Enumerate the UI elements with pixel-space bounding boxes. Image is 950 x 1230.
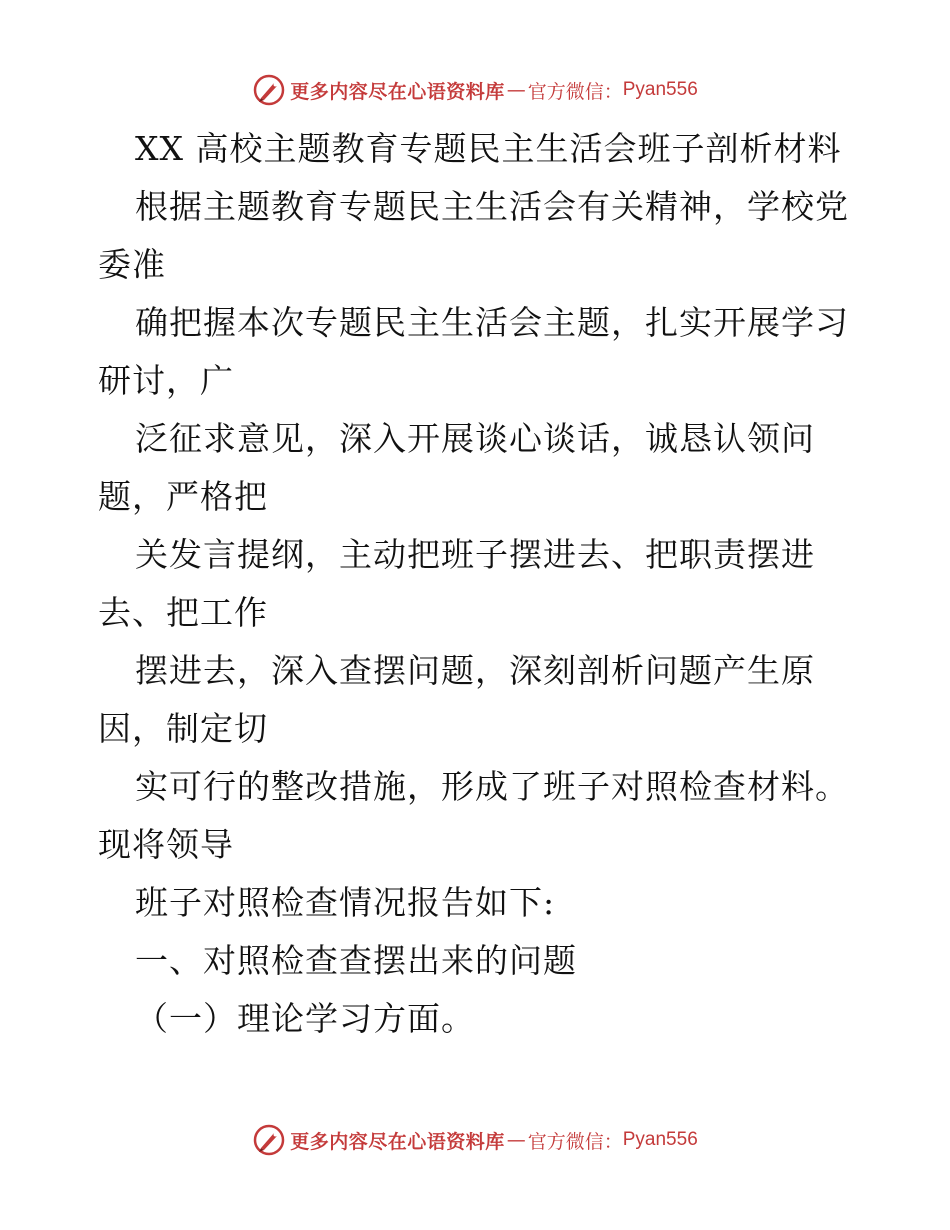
text-line: 委准 (98, 245, 166, 284)
banner-wechat-label: 官方微信： (527, 1130, 623, 1153)
pen-logo-icon (252, 73, 286, 107)
banner-dash: — (506, 1129, 526, 1151)
banner-wechat-id: Pyan556 (622, 79, 698, 100)
banner-brand-text: 更多内容尽在心语资料库 (290, 1130, 505, 1153)
text-line: 泛征求意见，深入开展谈心谈话，诚恳认领问 (135, 419, 815, 458)
pen-logo-icon (252, 1123, 286, 1157)
text-line: 确把握本次专题民主生活会主题，扎实开展学习 (135, 303, 849, 342)
document-body (98, 120, 858, 1048)
text-line: 去、把工作 (98, 593, 268, 632)
banner-wechat-id: Pyan556 (622, 1129, 698, 1150)
header-banner (0, 70, 950, 110)
footer-banner (0, 1120, 950, 1160)
text-line: 现将领导 (98, 825, 234, 864)
banner-brand-text: 更多内容尽在心语资料库 (290, 80, 505, 103)
text-line: 因，制定切 (98, 709, 268, 748)
text-line: 关发言提纲，主动把班子摆进去、把职责摆进 (135, 535, 815, 574)
text-line: 实可行的整改措施，形成了班子对照检查材料。 (135, 767, 849, 806)
banner-dash: — (506, 79, 526, 101)
text-line: 研讨，广 (98, 361, 234, 400)
subsection-heading: （一）理论学习方面。 (135, 999, 475, 1038)
document-title: XX 高校主题教育专题民主生活会班子剖析材料 (135, 129, 842, 168)
text-line: 摆进去，深入查摆问题，深刻剖析问题产生原 (135, 651, 815, 690)
section-heading: 一、对照检查查摆出来的问题 (135, 941, 577, 980)
text-line: 班子对照检查情况报告如下: (135, 883, 556, 922)
banner-wechat-label: 官方微信： (527, 80, 623, 103)
text-line: 根据主题教育专题民主生活会有关精神，学校党 (135, 187, 849, 226)
text-line: 题，严格把 (98, 477, 268, 516)
